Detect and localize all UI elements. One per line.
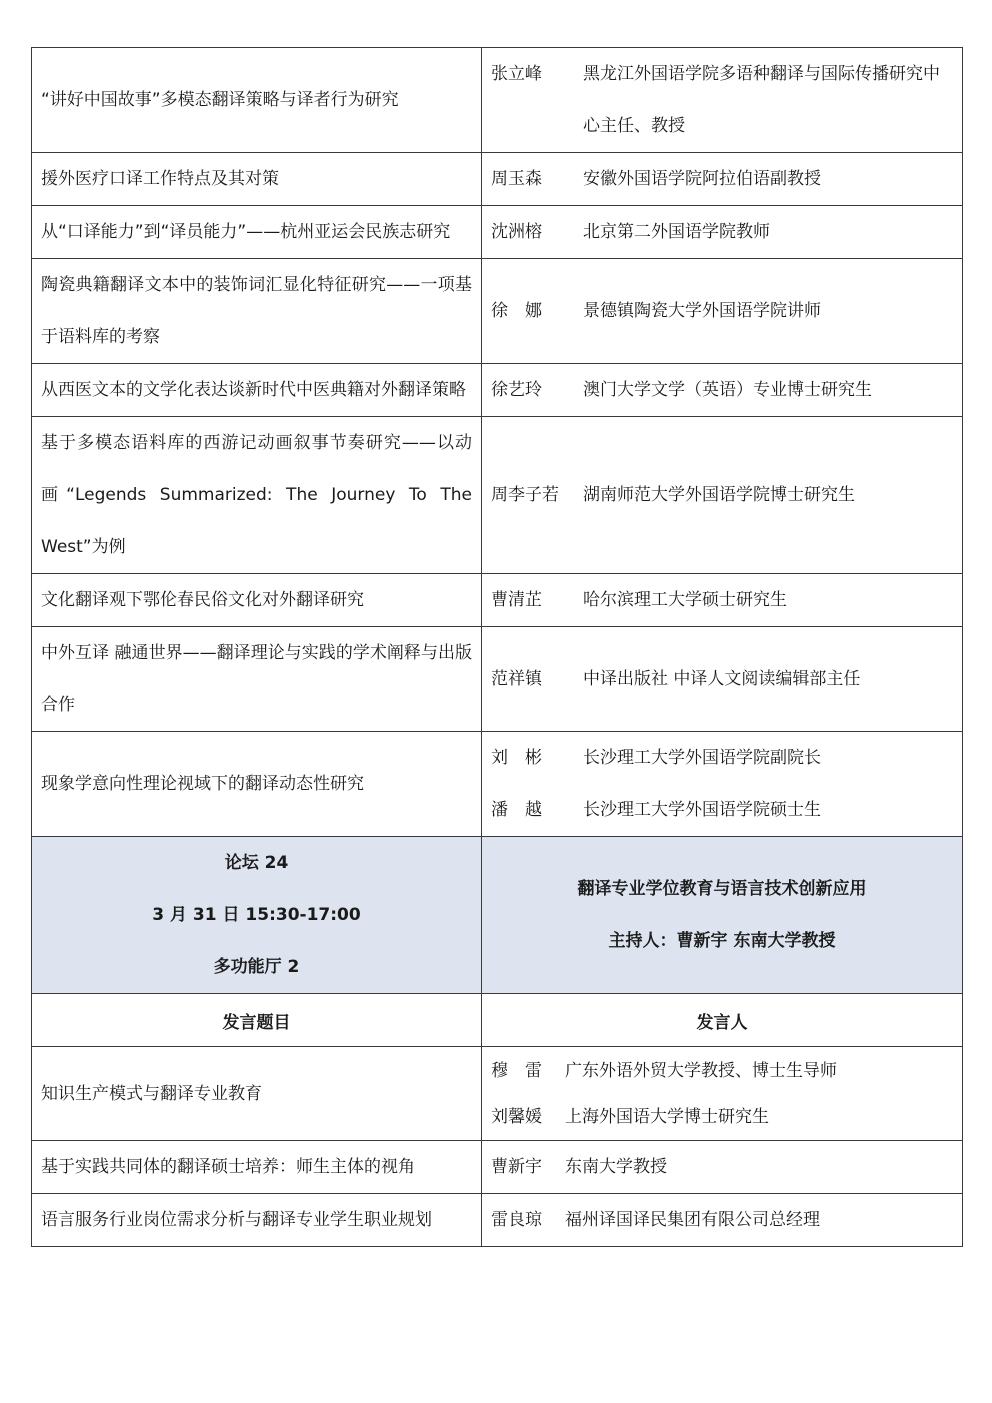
bottom-rows	[32, 1047, 963, 1247]
forum-host: 主持人：曹新宇 东南大学教授	[608, 931, 836, 951]
speaker-entry	[491, 1094, 953, 1140]
speaker-name: 刘 彬	[491, 748, 542, 768]
talk-topic: 基于实践共同体的翻译硕士培养：师生主体的视角	[32, 1141, 482, 1194]
speaker-affiliation: 中译出版社 中译人文阅读编辑部主任	[583, 669, 861, 689]
speaker-entry	[491, 1144, 953, 1190]
table-row	[32, 417, 963, 574]
speaker-entry	[491, 48, 953, 152]
speaker-affiliation: 黑龙江外国语学院多语种翻译与国际传播研究中心主任、教授	[583, 64, 940, 136]
speaker-entry	[491, 153, 953, 205]
table-row	[32, 259, 963, 364]
speaker-affiliation: 广东外语外贸大学教授、博士生导师	[565, 1060, 837, 1081]
talk-topic: 援外医疗口译工作特点及其对策	[32, 153, 482, 206]
table-header-row	[32, 994, 963, 1047]
speaker-cell	[482, 1141, 963, 1194]
top-rows	[32, 48, 963, 837]
speaker-cell	[482, 48, 963, 153]
speaker-name: 穆 雷	[491, 1060, 542, 1081]
speaker-name: 范祥镇	[491, 669, 542, 689]
speaker-affiliation: 上海外国语大学博士研究生	[565, 1106, 769, 1127]
talk-topic: 现象学意向性理论视域下的翻译动态性研究	[32, 732, 482, 837]
speaker-affiliation: 长沙理工大学外国语学院硕士生	[583, 800, 821, 820]
talk-topic: 语言服务行业岗位需求分析与翻译专业学生职业规划	[32, 1194, 482, 1247]
speaker-entry	[491, 732, 953, 784]
speaker-cell	[482, 364, 963, 417]
forum-number: 论坛 24	[224, 853, 289, 873]
speaker-affiliation: 澳门大学文学（英语）专业博士研究生	[583, 380, 872, 400]
speaker-cell	[482, 627, 963, 732]
talk-topic: 基于多模态语料库的西游记动画叙事节奏研究——以动画“Legends Summarized: The Journey To The West”为例	[32, 417, 482, 574]
table-row	[32, 732, 963, 837]
speaker-entry	[491, 653, 953, 705]
speaker-name: 徐艺玲	[491, 380, 542, 400]
speaker-entry	[491, 784, 953, 836]
forum-theme: 翻译专业学位教育与语言技术创新应用	[577, 879, 867, 899]
speaker-name: 雷良琼	[491, 1210, 542, 1230]
speaker-cell	[482, 1047, 963, 1141]
speaker-entry	[491, 206, 953, 258]
speaker-entry	[491, 285, 953, 337]
speaker-cell	[482, 153, 963, 206]
table-row	[32, 1141, 963, 1194]
table-row	[32, 153, 963, 206]
table-row	[32, 364, 963, 417]
speaker-affiliation: 东南大学教授	[565, 1157, 667, 1177]
speaker-name: 周李子若	[491, 485, 559, 505]
forum-venue: 多功能厅 2	[213, 957, 300, 977]
speaker-entry	[491, 1048, 953, 1094]
speaker-affiliation: 长沙理工大学外国语学院副院长	[583, 748, 821, 768]
speaker-affiliation: 北京第二外国语学院教师	[583, 222, 770, 242]
forum-time: 3 月 31 日 15:30-17:00	[152, 905, 361, 925]
speaker-affiliation: 景德镇陶瓷大学外国语学院讲师	[583, 301, 821, 321]
speaker-entry	[491, 469, 953, 521]
forum-row	[32, 837, 963, 994]
talk-topic: 从“口译能力”到“译员能力”——杭州亚运会民族志研究	[32, 206, 482, 259]
speaker-cell	[482, 417, 963, 574]
talk-topic: 文化翻译观下鄂伦春民俗文化对外翻译研究	[32, 574, 482, 627]
forum-info	[32, 837, 482, 994]
speaker-name: 曹清芷	[491, 590, 542, 610]
program-table	[31, 47, 963, 1247]
speaker-affiliation: 福州译国译民集团有限公司总经理	[565, 1210, 820, 1230]
speaker-cell	[482, 574, 963, 627]
table-row	[32, 574, 963, 627]
speaker-name: 徐 娜	[491, 301, 542, 321]
speaker-entry	[491, 364, 953, 416]
speaker-entry	[491, 574, 953, 626]
speaker-cell	[482, 259, 963, 364]
table-row	[32, 48, 963, 153]
forum-block	[32, 837, 963, 1047]
talk-topic: 知识生产模式与翻译专业教育	[32, 1047, 482, 1141]
speaker-name: 周玉森	[491, 169, 542, 189]
talk-topic: “讲好中国故事”多模态翻译策略与译者行为研究	[32, 48, 482, 153]
table-row	[32, 1047, 963, 1141]
forum-theme-cell	[482, 837, 963, 994]
speaker-entry	[491, 1197, 953, 1243]
talk-topic: 从西医文本的文学化表达谈新时代中医典籍对外翻译策略	[32, 364, 482, 417]
speaker-cell	[482, 732, 963, 837]
table-row	[32, 627, 963, 732]
speaker-name: 潘 越	[491, 800, 542, 820]
talk-topic: 陶瓷典籍翻译文本中的装饰词汇显化特征研究——一项基于语料库的考察	[32, 259, 482, 364]
talk-topic: 中外互译 融通世界——翻译理论与实践的学术阐释与出版合作	[32, 627, 482, 732]
speaker-name: 曹新宇	[491, 1157, 542, 1177]
speaker-cell	[482, 206, 963, 259]
speaker-affiliation: 哈尔滨理工大学硕士研究生	[583, 590, 787, 610]
speaker-name: 刘馨媛	[491, 1106, 542, 1127]
speaker-name: 沈洲榕	[491, 222, 542, 242]
table-row	[32, 1194, 963, 1247]
header-speaker: 发言人	[482, 994, 963, 1047]
speaker-name: 张立峰	[491, 64, 542, 84]
header-topic: 发言题目	[32, 994, 482, 1047]
speaker-affiliation: 安徽外国语学院阿拉伯语副教授	[583, 169, 821, 189]
table-row	[32, 206, 963, 259]
speaker-cell	[482, 1194, 963, 1247]
speaker-affiliation: 湖南师范大学外国语学院博士研究生	[583, 485, 855, 505]
